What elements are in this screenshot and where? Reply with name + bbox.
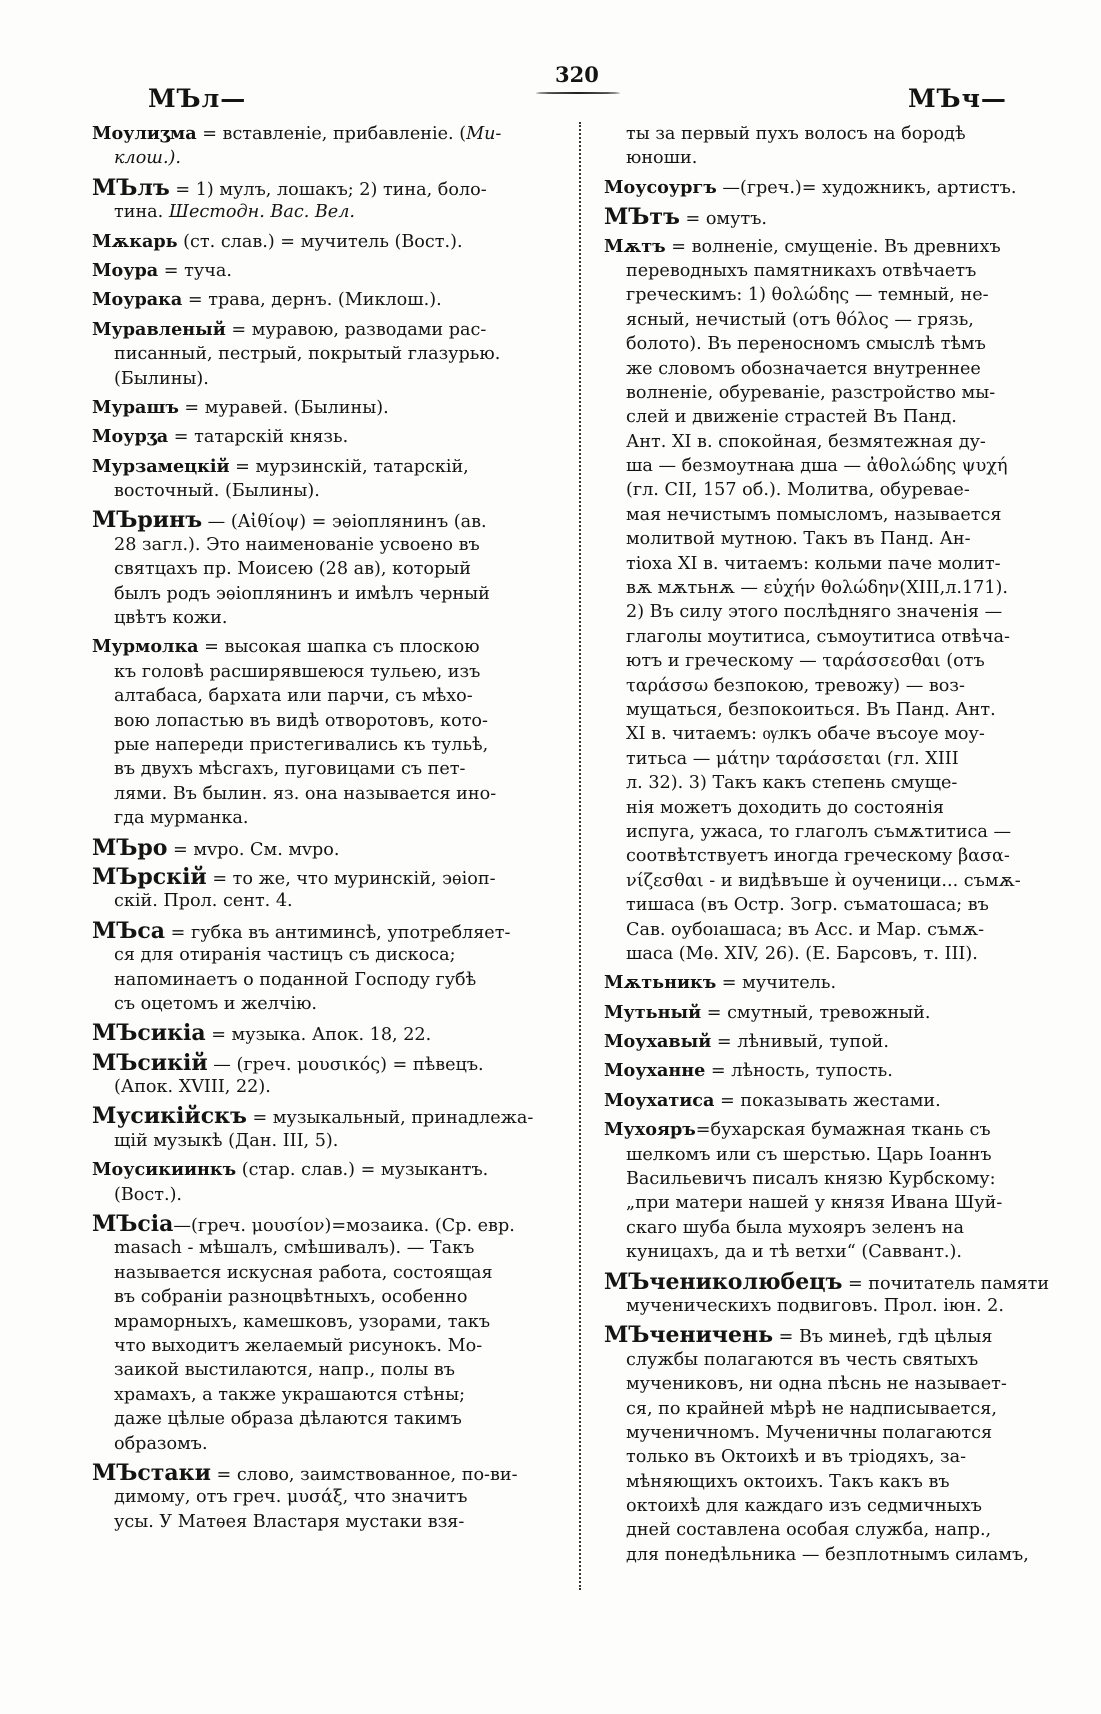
line-text: димому, отъ греч. μυσάξ, что значитъ — [114, 1487, 468, 1508]
line-text: куницахъ, да и тѣ ветхи“ (Саввант.). — [626, 1242, 962, 1263]
line-text-italic: Шестодн. Вас. Вел. — [168, 202, 356, 223]
running-head-left: МЪл— — [148, 84, 247, 113]
continuation-line — [604, 1216, 1067, 1240]
entry-headword: МЪстаки — [92, 1459, 211, 1486]
continuation-line — [92, 533, 555, 557]
entry-definition: = мурзинскій, татарскій, — [229, 456, 469, 477]
continuation-line — [604, 1543, 1067, 1567]
line-text: шаса (Мѳ. XIV, 26). (Е. Барсовъ, т. III). — [626, 943, 978, 964]
continuation-line — [604, 381, 1067, 405]
line-text: тишаса (въ Остр. Зогр. съматошаса; въ — [626, 895, 989, 916]
line-text: Сав. оубоıашаса; въ Асс. и Мар. съмѫ- — [626, 919, 985, 940]
entry-headword: Мурмолка — [92, 636, 199, 658]
line-text: ся для отиранія частицъ съ дискоса; — [114, 945, 456, 966]
dictionary-entry — [92, 836, 555, 860]
continuation-line — [604, 1470, 1067, 1494]
dictionary-entry — [604, 176, 1067, 200]
entry-definition: — (греч. μουσικός) = пѣвецъ. — [207, 1054, 484, 1075]
continuation-line — [604, 1421, 1067, 1445]
continuation-line — [604, 552, 1067, 576]
line-text: мѣняющихъ октоихъ. Такъ какъ въ — [626, 1471, 950, 1492]
dictionary-entry — [92, 1021, 555, 1045]
line-text: Васильевичъ писалъ князю Курбскому: — [626, 1169, 996, 1190]
line-text: мучениковъ, ни одна пѣснь не называет- — [626, 1374, 1007, 1395]
entry-headword: Мѫтъ — [604, 235, 666, 257]
line-text: вѫ мѫтьнѫ — εὐχήν θολώδην(XIII,л.171). — [626, 578, 1009, 599]
continuation-line — [604, 357, 1067, 381]
line-text: въ двухъ мѣсгахъ, пуговицами съ пет- — [114, 759, 466, 780]
line-text: 2) Въ силу этого послѣдняго значенія — — [626, 602, 1003, 623]
entry-definition: = смутный, тревожный. — [701, 1002, 931, 1023]
left-column — [92, 122, 555, 1534]
continuation-line — [604, 844, 1067, 868]
continuation-line — [604, 527, 1067, 551]
continuation-line — [604, 332, 1067, 356]
continuation-line — [604, 698, 1067, 722]
continuation-line — [92, 709, 555, 733]
continuation-line — [92, 557, 555, 581]
entry-headword: МЪсіа — [92, 1211, 174, 1238]
entry-headword: МЪсикіа — [92, 1020, 206, 1047]
dictionary-entry — [92, 865, 555, 889]
entry-definition: = волненіе, смущеніе. Въ древнихъ — [665, 236, 1001, 257]
dictionary-entry — [92, 122, 555, 146]
dictionary-entry — [604, 1323, 1067, 1347]
entry-headword: МЪчениколюбецъ — [604, 1268, 843, 1295]
entry-definition: = 1) мулъ, лошакъ; 2) тина, боло- — [169, 179, 487, 200]
dictionary-entry — [92, 455, 555, 479]
entry-headword: Моурӡа — [92, 426, 169, 448]
line-text: усы. У Матѳея Властаря мустаки взя- — [114, 1511, 465, 1532]
entry-headword: Моулиӡма — [92, 123, 197, 144]
line-text: л. 32). 3) Такъ какъ степень смуще- — [626, 773, 958, 794]
continuation-line — [604, 122, 1067, 146]
continuation-line — [92, 1485, 555, 1509]
continuation-line — [92, 1285, 555, 1309]
entry-definition: = слово, заимствованное, по-ви- — [210, 1464, 518, 1485]
entry-definition: = лѣнивый, тупой. — [711, 1032, 889, 1053]
line-text: мученическихъ подвиговъ. Прол. іюн. 2. — [626, 1295, 1004, 1316]
line-text: слей и движеніе страстей Въ Панд. — [626, 407, 957, 428]
continuation-line — [92, 606, 555, 630]
entry-headword: Моусоургъ — [604, 176, 717, 198]
dictionary-entry — [604, 1059, 1067, 1083]
dictionary-entry — [92, 635, 555, 659]
entry-headword: Муравленый — [92, 318, 226, 340]
line-text: ютъ и греческому — ταράσσεσθαι (отъ — [626, 651, 985, 672]
continuation-line — [604, 1294, 1067, 1318]
entry-headword: МЪса — [92, 917, 166, 944]
line-text: шелкомъ или съ шерстью. Царь Іоаннъ — [626, 1144, 992, 1165]
continuation-line — [604, 869, 1067, 893]
continuation-line — [604, 747, 1067, 771]
line-text: болото). Въ переносномъ смыслѣ тѣмъ — [626, 334, 986, 355]
line-text: мученичномъ. Мученичны полагаются — [626, 1422, 993, 1443]
continuation-line — [92, 582, 555, 606]
line-text: соотвѣтствуетъ иногда греческому βασα- — [626, 846, 1010, 867]
continuation-line — [604, 308, 1067, 332]
line-text: титьса — μάτην ταράσσεται (гл. XIII — [626, 748, 959, 769]
entry-definition: = мучитель. — [716, 973, 837, 994]
line-text: былъ родъ эѳіоплянинъ и имѣлъ черный — [114, 583, 490, 604]
entry-headword: Моусикиинкъ — [92, 1159, 237, 1181]
dictionary-entry — [92, 396, 555, 420]
dictionary-entry — [92, 230, 555, 254]
dictionary-entry — [604, 205, 1067, 229]
continuation-line — [604, 1167, 1067, 1191]
line-text: октоихѣ для каждаго изъ седмичныхъ — [626, 1496, 982, 1517]
continuation-line — [604, 478, 1067, 502]
entry-definition: = муравей. (Былины). — [178, 397, 389, 418]
continuation-line — [92, 806, 555, 830]
dictionary-entry — [92, 425, 555, 449]
line-text: что выходитъ желаемый рисунокъ. Мо- — [114, 1335, 483, 1356]
line-text: лями. Въ былин. яз. она называется ино- — [114, 783, 497, 804]
continuation-line — [92, 1310, 555, 1334]
entry-headword: МЪрскій — [92, 863, 207, 890]
dictionary-entry — [92, 1104, 555, 1128]
entry-definition: = то же, что муринскій, эѳіоп- — [206, 868, 496, 889]
continuation-line — [604, 649, 1067, 673]
continuation-line — [92, 146, 555, 170]
continuation-line — [92, 342, 555, 366]
line-text: (Апок. XVIII, 22). — [114, 1077, 271, 1098]
line-text: глаголы моутитиса, съмоутитиса отвѣча- — [626, 626, 1010, 647]
continuation-line — [604, 1191, 1067, 1215]
entry-definition: = показывать жестами. — [714, 1090, 941, 1111]
line-text: для понедѣльника — безплотнымъ силамъ, — [626, 1544, 1029, 1565]
continuation-line — [92, 992, 555, 1016]
line-text: молитвой мутною. Такъ въ Панд. Ан- — [626, 529, 971, 550]
continuation-line — [92, 1334, 555, 1358]
entry-definition: =бухарская бумажная ткань съ — [695, 1120, 991, 1141]
continuation-line — [604, 1494, 1067, 1518]
continuation-line — [92, 943, 555, 967]
entry-definition: = высокая шапка съ плоскою — [198, 637, 480, 658]
continuation-line — [92, 889, 555, 913]
line-text: нія можетъ доходить до состоянія — [626, 797, 945, 818]
continuation-line — [92, 1432, 555, 1456]
entry-definition: = Въ минеѣ, гдѣ цѣлыя — [773, 1327, 993, 1348]
continuation-line — [604, 146, 1067, 170]
continuation-line — [92, 200, 555, 224]
entry-definition: = вставленіе, прибавленіе. ( — [196, 124, 467, 144]
entry-headword: Мурзамецкій — [92, 455, 230, 477]
continuation-line — [92, 1383, 555, 1407]
entry-headword: МЪлъ — [92, 174, 170, 201]
dictionary-entry — [604, 235, 1067, 259]
entry-definition: = туча. — [158, 260, 232, 281]
continuation-line — [92, 479, 555, 503]
continuation-line — [604, 674, 1067, 698]
continuation-line — [92, 1261, 555, 1285]
entry-definition: = почитатель памяти — [842, 1273, 1050, 1294]
continuation-line — [92, 1407, 555, 1431]
line-text: вою лопастью въ видѣ отворотовъ, кото- — [114, 710, 488, 731]
line-text: даже цѣлые образа дѣлаются такимъ — [114, 1409, 462, 1430]
entry-headword: Мурашъ — [92, 396, 179, 418]
continuation-line — [92, 1236, 555, 1260]
continuation-line — [604, 771, 1067, 795]
line-text: только въ Октоихѣ и въ тріодяхъ, за- — [626, 1447, 967, 1468]
continuation-line — [604, 430, 1067, 454]
dictionary-entry — [92, 176, 555, 200]
line-text: гда мурманка. — [114, 808, 249, 829]
entry-headword: Моухавый — [604, 1031, 712, 1053]
entry-definition: (ст. слав.) = мучитель (Вост.). — [177, 231, 463, 252]
line-text: же словомъ обозначается внутреннее — [626, 358, 981, 379]
line-text: Ант. XI в. спокойная, безмятежная ду- — [626, 431, 986, 452]
line-text: въ собраніи разноцвѣтныхъ, особенно — [114, 1287, 468, 1308]
continuation-line — [604, 820, 1067, 844]
entry-definition: = музыкальный, принадлежа- — [246, 1108, 534, 1129]
dictionary-entry — [92, 1461, 555, 1485]
continuation-line — [604, 1518, 1067, 1542]
column-divider — [579, 122, 581, 1590]
continuation-line — [604, 600, 1067, 624]
continuation-line — [92, 1510, 555, 1534]
continuation-line — [604, 259, 1067, 283]
line-text: называется искусная работа, состоящая — [114, 1262, 493, 1283]
continuation-line — [92, 1358, 555, 1382]
continuation-line — [92, 1183, 555, 1207]
entry-headword: Моура — [92, 259, 159, 281]
line-text: переводныхъ памятникахъ отвѣчаетъ — [626, 260, 977, 281]
entry-headword: Мухояръ — [604, 1119, 696, 1141]
line-text: писанный, пестрый, покрытый глазурью. — [114, 344, 501, 365]
dictionary-entry — [92, 288, 555, 312]
line-text: дней составлена особая служба, напр., — [626, 1520, 992, 1541]
line-text: тина. — [114, 202, 169, 223]
page-number-rule — [536, 92, 620, 94]
line-text: къ головѣ расширявшеюся тульею, изъ — [114, 661, 481, 682]
entry-definition: —(греч. μουσίον)=мозаика. (Ср. евр. — [173, 1216, 515, 1237]
line-text: рые напереди пристегивались къ тульѣ, — [114, 734, 489, 755]
right-column — [604, 122, 1067, 1567]
line-text: клош.). — [114, 148, 182, 169]
entry-definition: = татарскій князь. — [168, 427, 349, 448]
line-text: заикой выстилаются, напр., полы въ — [114, 1360, 455, 1381]
entry-headword: Мѫтьникъ — [604, 972, 717, 994]
line-text: ясный, нечистый (отъ θόλος — грязь, — [626, 309, 974, 330]
continuation-line — [604, 722, 1067, 746]
line-text: тіоха XI в. читаемъ: кольми паче молит- — [626, 553, 1001, 574]
line-text: образомъ. — [114, 1433, 208, 1454]
dictionary-entry — [604, 1270, 1067, 1294]
continuation-line — [604, 796, 1067, 820]
dictionary-entry — [92, 259, 555, 283]
continuation-line — [604, 942, 1067, 966]
line-text: службы полагаются въ честь святыхъ — [626, 1349, 979, 1370]
continuation-line — [604, 893, 1067, 917]
continuation-line — [92, 1075, 555, 1099]
line-text: XI в. читаемъ: ѹлкъ обаче въсоуе моу- — [626, 724, 985, 745]
line-text: (Былины). — [114, 368, 209, 389]
line-text: святцахъ пр. Моисею (28 ав), который — [114, 559, 471, 580]
entry-definition: = мvро. См. мvро. — [167, 839, 340, 860]
entry-headword: Моухатиса — [604, 1089, 715, 1111]
entry-headword: МЪринъ — [92, 507, 203, 534]
entry-definition: = губка въ антиминсѣ, употребляет- — [165, 922, 511, 943]
line-text: испуга, ужаса, то глаголъ съмѫтитиса — — [626, 821, 1012, 842]
line-text: „при матери нашей у князя Ивана Шуй- — [626, 1193, 1003, 1214]
entry-headword: Мусикійскъ — [92, 1103, 247, 1130]
dictionary-entry — [92, 1158, 555, 1182]
line-text: ша — безмоутнаꙗ дша — ἀθολώδης ψυχή — [626, 456, 1008, 477]
continuation-line — [92, 367, 555, 391]
entry-definition: = лѣность, тупость. — [705, 1061, 893, 1082]
continuation-line — [604, 454, 1067, 478]
line-text: восточный. (Былины). — [114, 481, 320, 502]
entry-definition: — (Αἰθίοψ) = эѳіоплянинъ (ав. — [202, 512, 487, 533]
line-text: юноши. — [626, 148, 698, 169]
continuation-line — [604, 918, 1067, 942]
dictionary-entry — [604, 1118, 1067, 1142]
entry-definition: = муравою, разводами рас- — [225, 319, 487, 340]
dictionary-entry — [92, 1051, 555, 1075]
entry-headword: Моуханне — [604, 1060, 706, 1082]
dictionary-entry — [604, 1030, 1067, 1054]
entry-definition: = омутъ. — [679, 209, 767, 230]
dictionary-entry — [604, 971, 1067, 995]
line-text: съ оцетомъ и желчію. — [114, 993, 318, 1014]
running-head-right: МЪч— — [908, 84, 1007, 113]
dictionary-entry — [92, 1212, 555, 1236]
line-text: ταράσσω безпокою, тревожу) — воз- — [626, 675, 965, 696]
line-text: νίζεσθαι - и видѣвъше ѝ оученици... съмѫ- — [626, 870, 1021, 891]
line-text: ся, по крайней мѣрѣ не надписывается, — [626, 1398, 997, 1419]
line-text: 28 загл.). Это наименованіе усвоено въ — [114, 534, 480, 555]
line-text: храмахъ, а также украшаются стѣны; — [114, 1384, 466, 1405]
continuation-line — [604, 1143, 1067, 1167]
continuation-line — [92, 733, 555, 757]
continuation-line — [604, 503, 1067, 527]
line-text: (гл. CII, 157 об.). Молитва, обуревае- — [626, 480, 970, 501]
line-text: мая нечистымъ помысломъ, называется — [626, 504, 1002, 525]
line-text: masach - мѣшалъ, смѣшивалъ). — Такъ — [114, 1238, 475, 1259]
line-text: мущаться, безпокоиться. Въ Панд. Ант. — [626, 699, 996, 720]
line-text: напоминаетъ о поданной Господу губѣ — [114, 969, 477, 990]
continuation-line — [92, 757, 555, 781]
continuation-line — [92, 782, 555, 806]
dictionary-entry — [92, 919, 555, 943]
continuation-line — [604, 1397, 1067, 1421]
line-text: мраморныхъ, камешковъ, узорами, такъ — [114, 1311, 491, 1332]
entry-headword: МЪсикій — [92, 1049, 208, 1076]
entry-headword: Моурака — [92, 289, 183, 311]
continuation-line — [604, 1372, 1067, 1396]
line-text: скаго шуба была мухояръ зеленъ на — [626, 1217, 965, 1238]
dictionary-entry — [604, 1001, 1067, 1025]
continuation-line — [604, 576, 1067, 600]
entry-definition: = музыка. Апок. 18, 22. — [205, 1025, 432, 1046]
entry-headword: МЪченичень — [604, 1322, 774, 1349]
line-text: алтабаса, бархата или парчи, съ мѣхо- — [114, 686, 473, 707]
entry-headword: Мѫкарь — [92, 230, 178, 252]
continuation-line — [92, 1129, 555, 1153]
entry-headword: МЪро — [92, 834, 168, 861]
continuation-line — [604, 1445, 1067, 1469]
line-text: ты за первый пухъ волосъ на бородѣ — [626, 124, 966, 144]
line-text: цвѣтъ кожи. — [114, 608, 228, 629]
continuation-line — [604, 405, 1067, 429]
continuation-line — [92, 684, 555, 708]
continuation-line — [92, 968, 555, 992]
line-text: волненіе, обуреваніе, разстройство мы- — [626, 382, 996, 403]
continuation-line — [604, 1348, 1067, 1372]
entry-definition: —(греч.)= художникъ, артистъ. — [716, 177, 1017, 198]
line-text: греческимъ: 1) θολώδης — темный, не- — [626, 285, 989, 306]
entry-definition: = трава, дернъ. (Миклош.). — [182, 290, 442, 311]
line-text: щій музыкѣ (Дан. III, 5). — [114, 1130, 339, 1151]
line-text: (Вост.). — [114, 1184, 183, 1205]
dictionary-entry — [92, 318, 555, 342]
dictionary-entry — [604, 1089, 1067, 1113]
line-text: скій. Прол. сент. 4. — [114, 891, 293, 912]
entry-definition-italic: Ми- — [466, 124, 502, 144]
continuation-line — [604, 1240, 1067, 1264]
entry-definition: (стар. слав.) = музыкантъ. — [236, 1160, 489, 1181]
continuation-line — [604, 283, 1067, 307]
page-number: 320 — [555, 62, 599, 87]
continuation-line — [604, 625, 1067, 649]
entry-headword: МЪтъ — [604, 204, 680, 231]
continuation-line — [92, 660, 555, 684]
entry-headword: Мутьный — [604, 1001, 702, 1023]
dictionary-entry — [92, 508, 555, 532]
